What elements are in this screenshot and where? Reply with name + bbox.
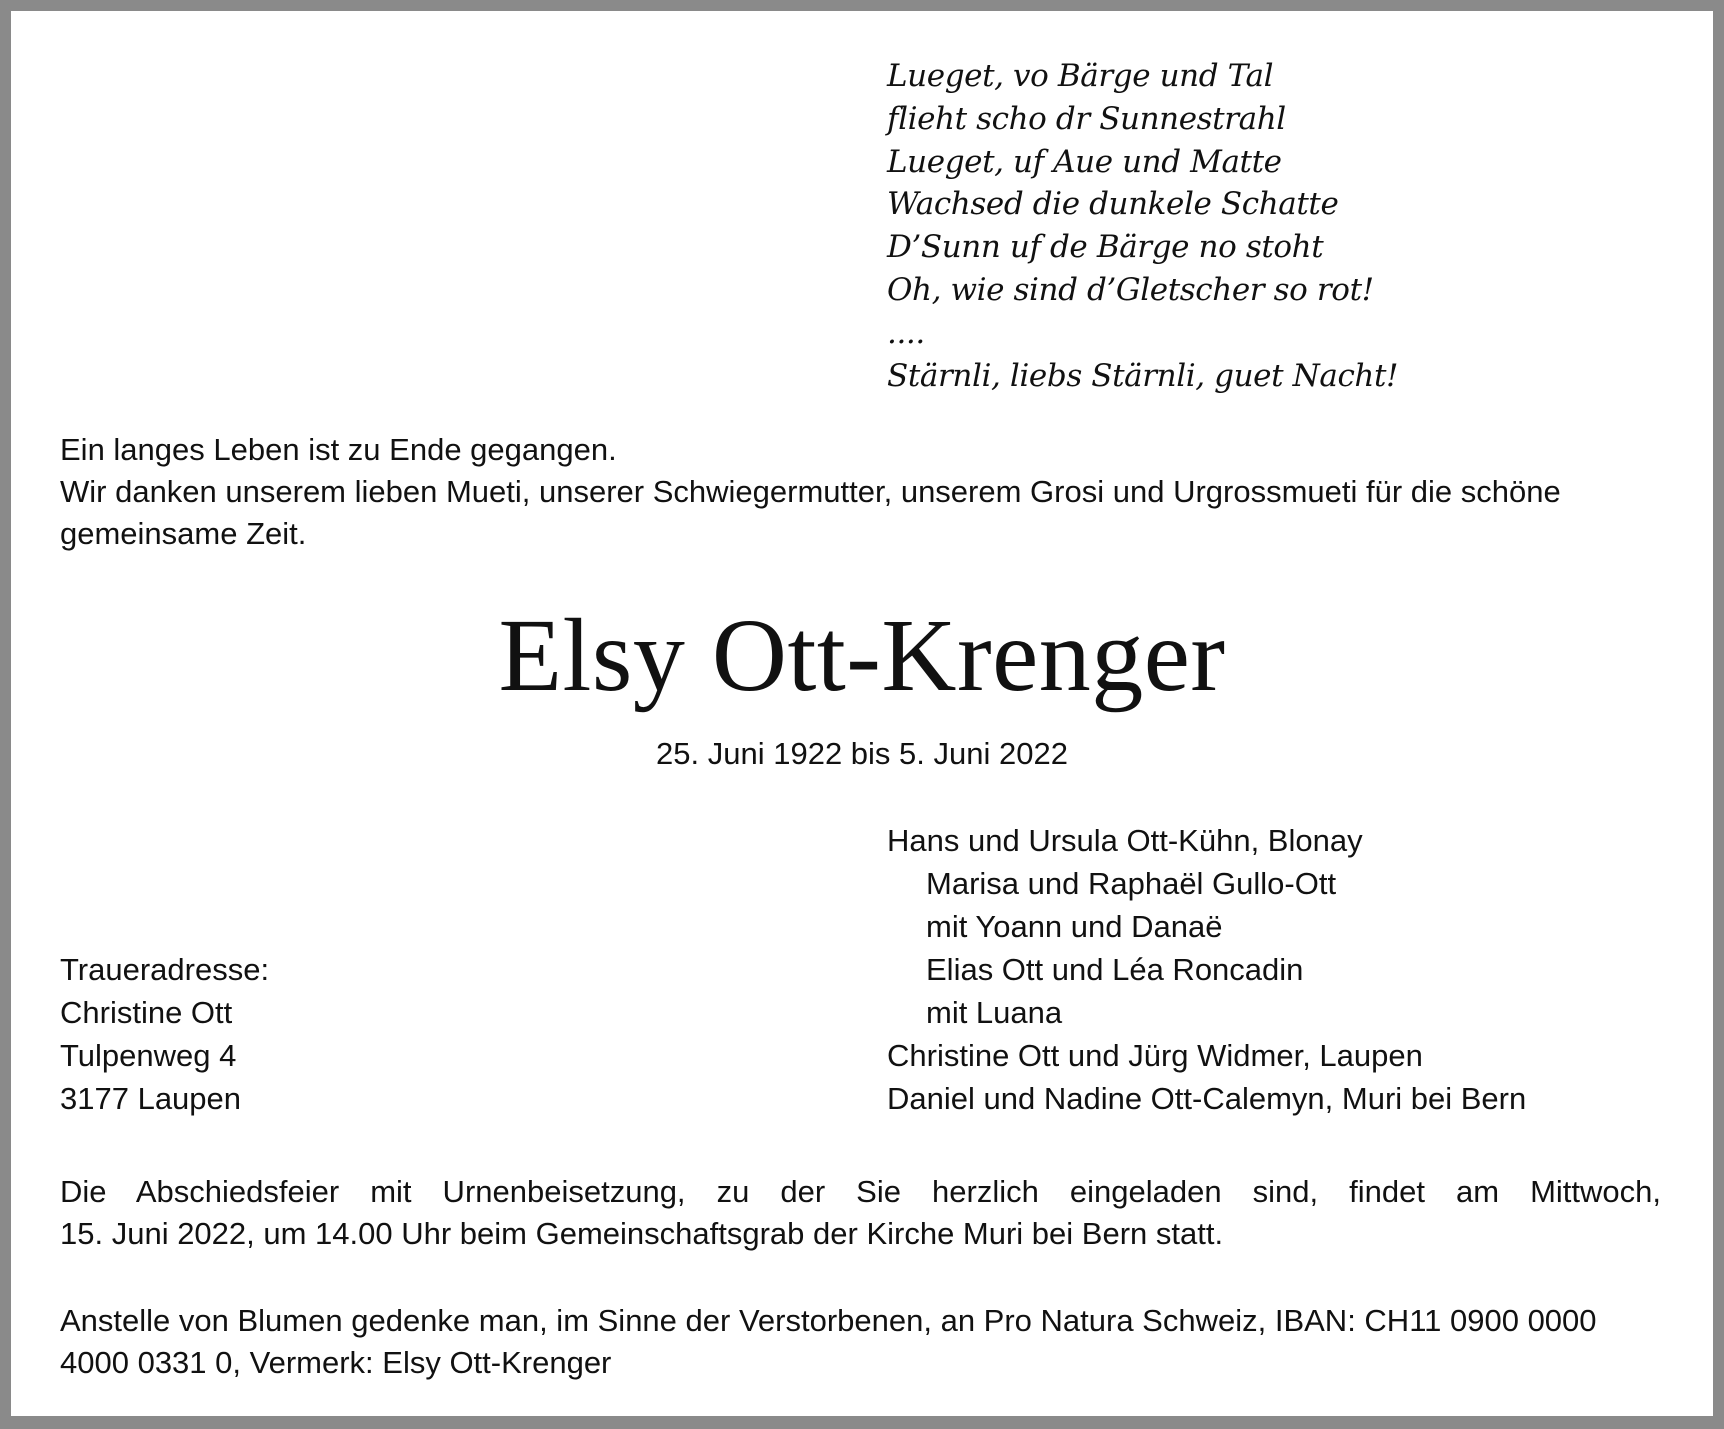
ceremony-line: 15. Juni 2022, um 14.00 Uhr beim Gemeinschaftsgrab der Kirche Muri bei Bern statt. <box>60 1216 1224 1251</box>
relative-entry: Christine Ott und Jürg Widmer, Laupen <box>887 1038 1423 1073</box>
intro-text <box>60 429 1660 555</box>
relative-entry: Marisa und Raphaël Gullo-Ott <box>926 866 1337 901</box>
intro-line: Ein langes Leben ist zu Ende gegangen. <box>60 432 617 467</box>
obituary-page <box>11 11 1713 1416</box>
poem-line: Stärnli, liebs Stärnli, guet Nacht! <box>887 357 1399 394</box>
deceased-name: Elsy Ott-Krenger <box>498 598 1226 713</box>
poem-line: Lueget, uf Aue und Matte <box>887 143 1282 180</box>
poem-line: Wachsed die dunkele Schatte <box>887 186 1339 223</box>
intro-line: gemeinsame Zeit. <box>60 516 307 551</box>
address-line: Christine Ott <box>60 995 233 1030</box>
relatives-list <box>887 819 1526 1120</box>
poem <box>887 55 1398 397</box>
poem-line: D’Sunn uf de Bärge no stoht <box>887 229 1324 266</box>
donation-line: Anstelle von Blumen gedenke man, im Sinne der Verstorbenen, an Pro Natura Schweiz, IBAN: CH11 0900 0000 <box>60 1303 1597 1338</box>
donation-line: 4000 0331 0, Vermerk: Elsy Ott-Krenger <box>60 1345 612 1380</box>
relative-entry: mit Yoann und Danaë <box>926 909 1223 944</box>
ceremony-notice <box>60 1171 1661 1255</box>
address-line: 3177 Laupen <box>60 1081 242 1116</box>
intro-line: Wir danken unserem lieben Mueti, unserer Schwiegermutter, unserem Grosi und Urgrossmueti für die schöne <box>60 474 1561 509</box>
relative-entry: Hans und Ursula Ott-Kühn, Blonay <box>887 823 1363 858</box>
life-dates: 25. Juni 1922 bis 5. Juni 2022 <box>656 736 1068 771</box>
poem-line: Oh, wie sind d’Gletscher so rot! <box>887 271 1374 308</box>
donation-notice <box>60 1300 1700 1384</box>
address-line: Tulpenweg 4 <box>60 1038 237 1073</box>
address-label: Traueradresse: <box>60 952 270 987</box>
poem-line: Lueget, vo Bärge und Tal <box>887 58 1274 94</box>
relative-entry: Elias Ott und Léa Roncadin <box>926 952 1304 987</box>
relative-entry: mit Luana <box>926 995 1063 1030</box>
poem-ellipsis: .... <box>887 314 925 351</box>
relative-entry: Daniel und Nadine Ott-Calemyn, Muri bei Bern <box>887 1081 1527 1116</box>
mourning-address <box>60 948 269 1120</box>
poem-line: flieht scho dr Sunnestrahl <box>887 100 1286 137</box>
ceremony-line: Die Abschiedsfeier mit Urnenbeisetzung, zu der Sie herzlich eingeladen sind, findet am Mittwoch, <box>60 1174 1661 1209</box>
